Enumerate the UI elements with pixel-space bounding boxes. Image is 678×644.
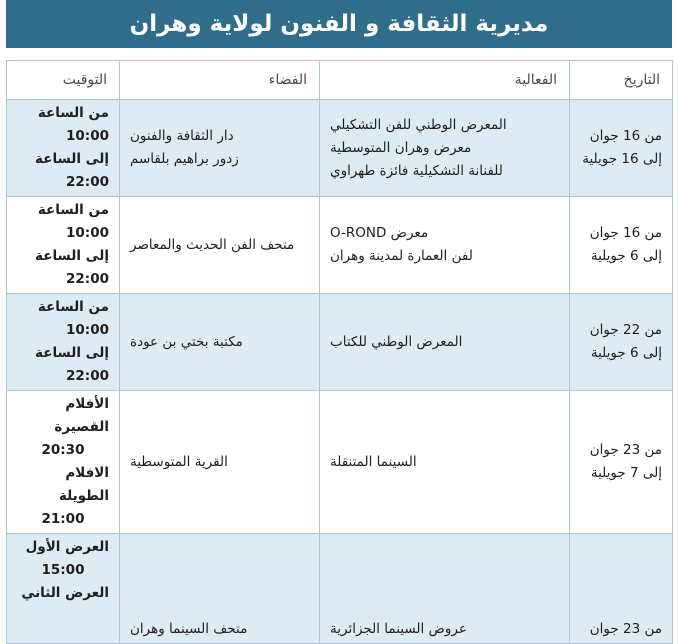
event-line: السينما المتنقلة — [330, 453, 417, 470]
header-date: التاريخ — [570, 61, 673, 100]
time-line: إلى الساعة 22:00 — [35, 151, 109, 190]
time-line: العرض الثاني — [21, 585, 109, 601]
date-from: من 22 جوان — [589, 322, 662, 338]
cell-event — [320, 197, 570, 294]
date-to: إلى 6 جويلية — [590, 248, 662, 264]
table-row — [7, 294, 673, 391]
header-event: الفعالية — [320, 61, 570, 100]
cell-time — [7, 534, 120, 644]
time-line: إلى الساعة 22:00 — [35, 248, 109, 287]
date-from: من 16 جوان — [589, 128, 662, 144]
cell-venue — [120, 391, 320, 534]
cell-time — [7, 391, 120, 534]
cell-event — [320, 100, 570, 197]
time-line: الأفلام القصيرة — [54, 396, 109, 435]
cell-event — [320, 534, 570, 644]
date-to: إلى 7 جويلية — [590, 465, 662, 481]
header-venue: الفضاء — [120, 61, 320, 100]
venue-line: دار الثقافة والفنون — [130, 128, 234, 144]
date-from: من 23 جوان — [589, 621, 662, 637]
cell-venue — [120, 100, 320, 197]
time-line: من الساعة 10:00 — [37, 299, 109, 338]
time-value: 21:00 — [41, 511, 85, 527]
date-to: إلى 16 جويلية — [582, 151, 662, 167]
page-title: مديرية الثقافة و الفنون لولاية وهران — [6, 0, 672, 48]
cell-event — [320, 391, 570, 534]
event-line: المعرض الوطني للفن التشكيلي — [330, 116, 507, 133]
event-line: لفن العمارة لمدينة وهران — [330, 248, 473, 264]
event-line: المعرض الوطني للكتاب — [330, 333, 463, 350]
venue-line: القرية المتوسطية — [130, 453, 228, 470]
table-row — [7, 197, 673, 294]
table-row — [7, 100, 673, 197]
event-line: معرض وهران المتوسطية — [330, 139, 472, 156]
cell-event — [320, 294, 570, 391]
table-header-row — [7, 61, 673, 100]
cell-date — [570, 100, 673, 197]
cell-date — [570, 294, 673, 391]
event-line: معرض O-ROND — [330, 225, 429, 241]
schedule-table — [6, 60, 673, 644]
cell-venue — [120, 197, 320, 294]
date-to: إلى 6 جويلية — [590, 345, 662, 361]
date-from: من 16 جوان — [589, 225, 662, 241]
cell-venue — [120, 534, 320, 644]
table-row — [7, 534, 673, 644]
event-line: عروض السينما الجزائرية — [330, 621, 467, 637]
cell-date — [570, 391, 673, 534]
cell-date — [570, 534, 673, 644]
time-line: من الساعة 10:00 — [37, 202, 109, 241]
cell-time — [7, 100, 120, 197]
time-line: العرض الأول — [25, 539, 109, 555]
date-from: من 23 جوان — [589, 442, 662, 458]
time-line: الافلام الطويلة — [58, 465, 109, 504]
table-row — [7, 391, 673, 534]
time-line: إلى الساعة 22:00 — [35, 345, 109, 384]
time-line: من الساعة 10:00 — [37, 105, 109, 144]
venue-line: متحف الفن الحديث والمعاصر — [130, 236, 295, 253]
time-value: 15:00 — [41, 562, 85, 578]
cell-time — [7, 197, 120, 294]
time-value: 20:30 — [41, 442, 85, 458]
cell-date — [570, 197, 673, 294]
venue-line: مكتبة بختي بن عودة — [130, 333, 243, 350]
venue-line: متحف السينما وهران — [130, 621, 248, 637]
cell-venue — [120, 294, 320, 391]
header-time: التوقيت — [7, 61, 120, 100]
cell-time — [7, 294, 120, 391]
venue-line: زدور براهيم بلقاسم — [130, 151, 239, 167]
event-line: للفنانة التشكيلية فائزة طهراوي — [330, 162, 503, 179]
